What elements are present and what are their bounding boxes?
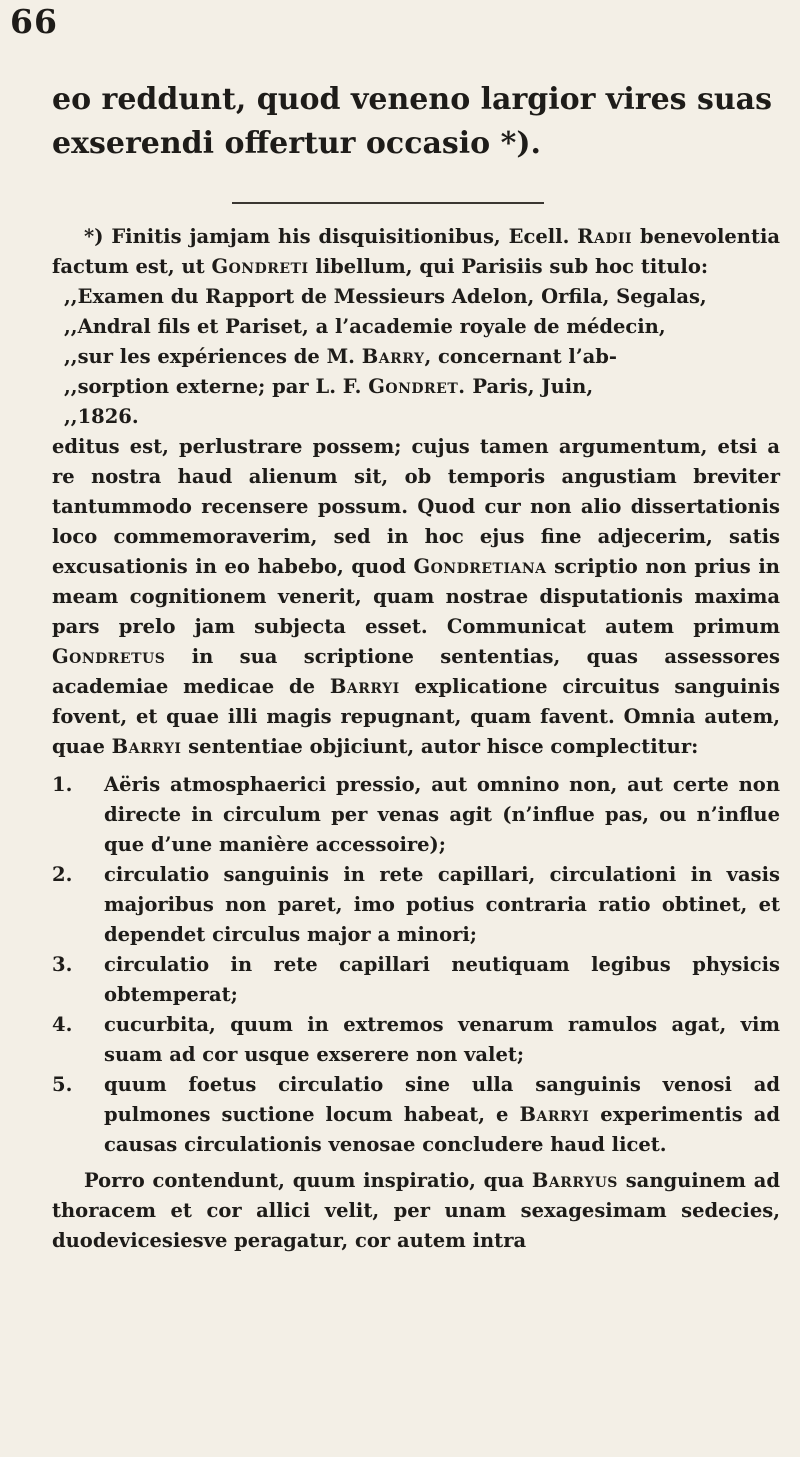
author-name: Gondreti [211,255,309,278]
author-name: Barryus [531,1169,618,1192]
list-item [52,1010,780,1070]
author-name: Barry [361,345,425,368]
item-text: quum foetus circulatio sine ulla sanguinis venosi ad pulmones suctione locum habeat, e Barryi experimentis ad causas circulationis venosae concludere haud licet. [104,1073,780,1156]
author-name: Radii [577,225,633,248]
list-item [52,770,780,860]
list-item [52,950,780,1010]
author-name: Gondret. [368,375,466,398]
item-number: 5. [52,1073,73,1096]
footnote-body: editus est, perlustrare possem; cujus tamen argumentum, etsi a re nostra haud alienum sit, ob temporis angustiam breviter tantummodo recensere possum. Quod cur non alio dissertationis loco commemoraverim, sed in hoc ejus fine adjecerim, satis excusationis in eo habebo, quod Gondretiana scriptio non prius in meam cognitionem venerit, quam nostrae disputationis maxima pars prelo jam subjecta esset. Communicat autem primum Gondretus in sua scriptione sententias, quas assessores academiae medicae de Barryi explicatione circuitus sanguinis fovent, et quae illi magis repugnant, quam favent. Omnia autem, quae Barryi sententiae objiciunt, autor hisce complectitur: [52,435,780,758]
item-text: Aëris atmosphaerici pressio, aut omnino non, aut certe non directe in circulum per venas agit (n’influe pas, ou n’influe que d’une manière accessoire); [104,773,780,856]
author-name: Gondretus [52,645,166,668]
item-text: cucurbita, quum in extremos venarum ramulos agat, vim suam ad cor usque exserere non valet; [104,1013,780,1066]
author-name: Barryi [111,735,182,758]
objection-list [52,770,780,1160]
author-name: Gondretiana [413,555,547,578]
footnote [52,222,780,1256]
author-name: Barryi [519,1103,590,1126]
main-text-continuation: eo reddunt, quod veneno largior vires suas exserendi offertur occasio *). [52,82,773,161]
author-name: Barryi [329,675,400,698]
footnote-intro: *) Finitis jamjam his disquisitionibus, Ecell. Radii benevolentia factum est, ut Gondreti libellum, qui Parisiis sub hoc titulo: [52,225,781,278]
title-line: ,,1826. [64,405,139,428]
item-number: 4. [52,1013,73,1036]
title-line: ,,sorption externe; par L. F. Gondret. Paris, Juin, [64,375,594,398]
item-number: 2. [52,863,73,886]
item-number: 3. [52,953,73,976]
title-line: ,,sur les expériences de M. Barry, concernant l’ab- [64,345,617,368]
title-line: ,,Examen du Rapport de Messieurs Adelon, Orfila, Segalas, [64,285,707,308]
list-item [52,1070,780,1160]
item-number: 1. [52,773,73,796]
item-text: circulatio sanguinis in rete capillari, circulationi in vasis majoribus non paret, imo potius contraria ratio obtinet, et dependet circulus major a minori; [104,863,780,946]
footnote-separator-rule [232,202,544,204]
footnote-closing-paragraph: Porro contendunt, quum inspiratio, qua Barryus sanguinem ad thoracem et cor allici velit, per unam sexagesimam sedecies, duodevicesiesve peragatur, cor autem intra [52,1169,780,1252]
book-title-quote [52,282,780,432]
page-number: 66 [10,2,58,41]
list-item [52,860,780,950]
title-line: ,,Andral fils et Pariset, a l’academie royale de médecin, [64,315,666,338]
item-text: circulatio in rete capillari neutiquam legibus physicis obtemperat; [104,953,780,1006]
footnote-mark: *) [84,225,104,248]
